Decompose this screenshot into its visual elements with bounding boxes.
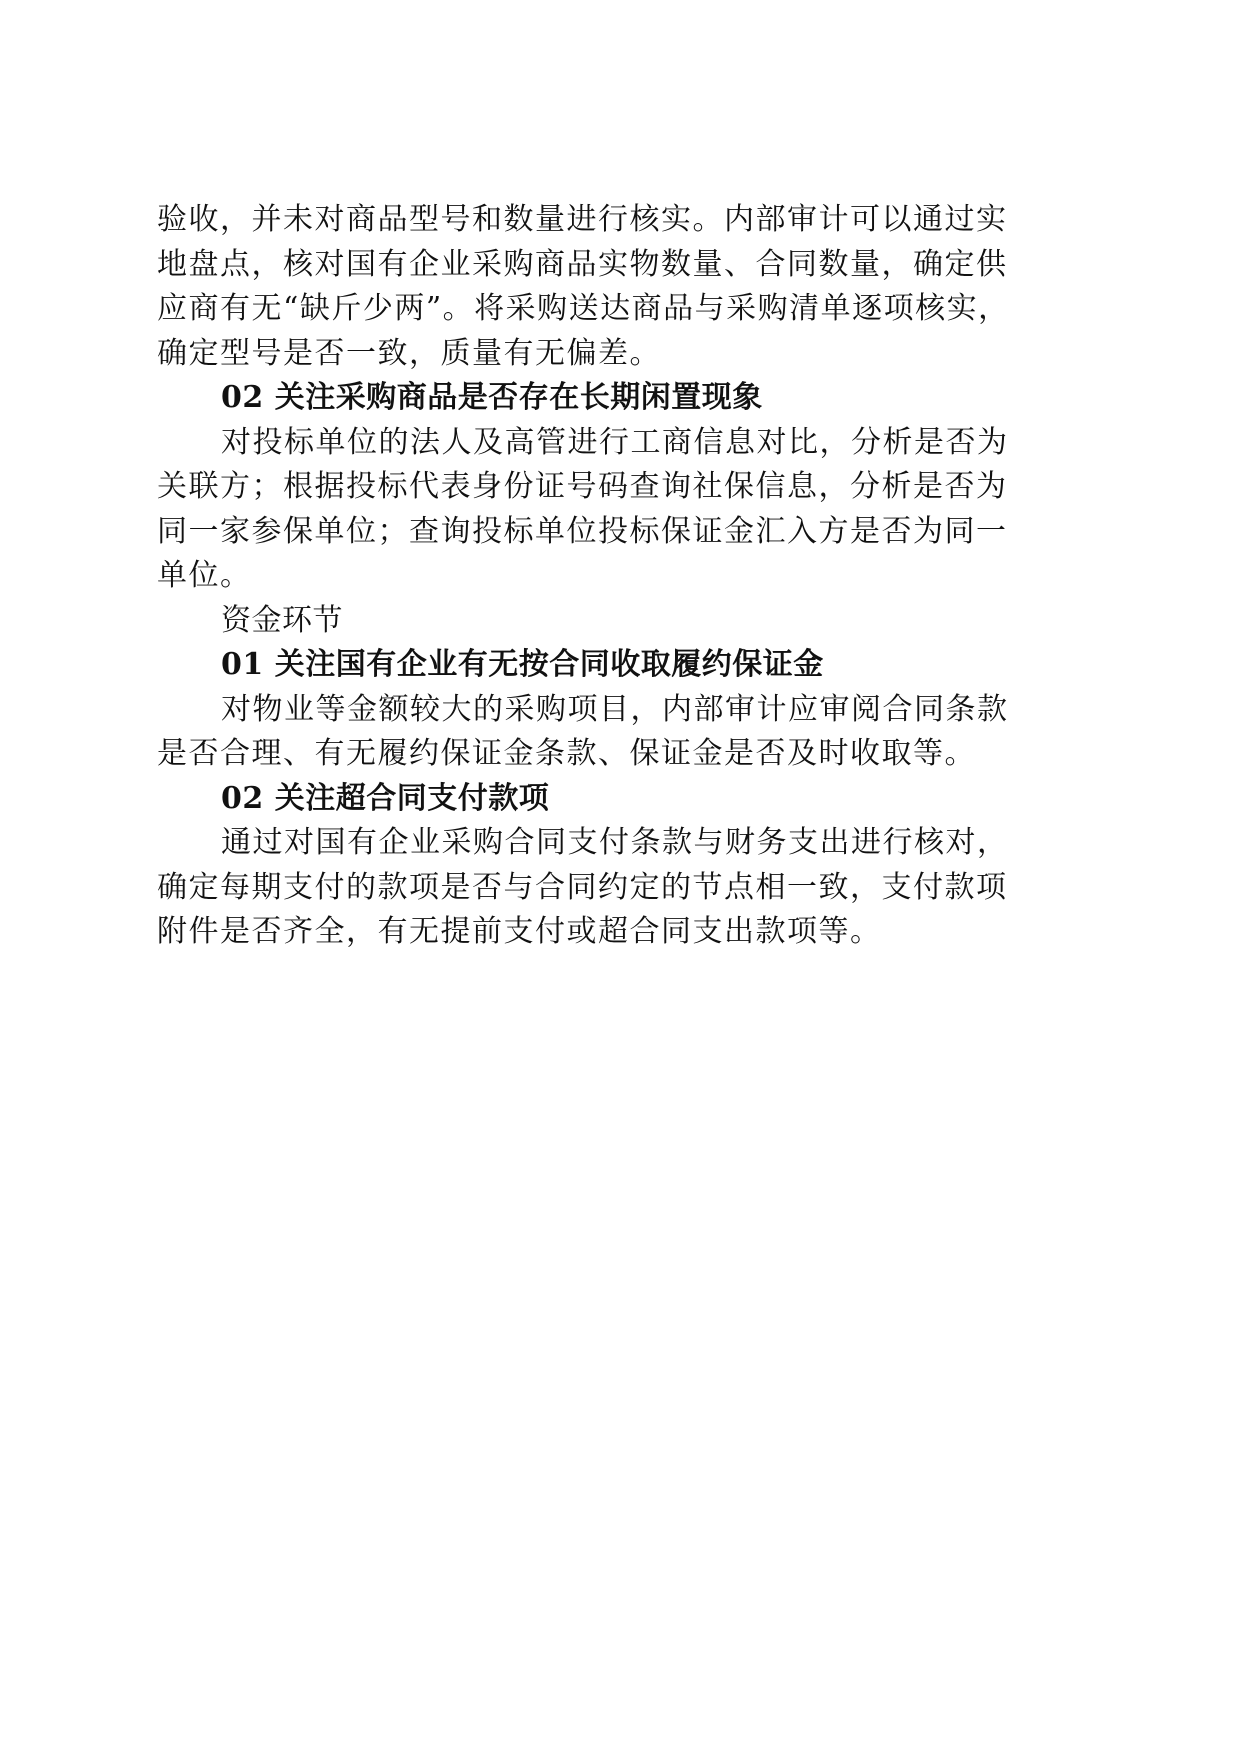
paragraph-line: 关联方；根据投标代表身份证号码查询社保信息，分析是否为 bbox=[157, 469, 1008, 504]
paragraph-line: 附件是否齐全，有无提前支付或超合同支出款项等。 bbox=[157, 914, 882, 949]
paragraph-line: 是否合理、有无履约保证金条款、保证金是否及时收取等。 bbox=[157, 736, 976, 771]
paragraph-line: 确定每期支付的款项是否与合同约定的节点相一致，支付款项 bbox=[157, 869, 1008, 905]
document-body bbox=[157, 198, 1097, 955]
paragraph-line: 应商有无“缺斤少两”。将采购送达商品与采购清单逐项核实， bbox=[157, 291, 1010, 326]
paragraph-line: 地盘点，核对国有企业采购商品实物数量、合同数量，确定供 bbox=[157, 246, 1008, 282]
section-label-funds: 资金环节 bbox=[221, 602, 343, 638]
paragraph-line: 通过对国有企业采购合同支付条款与财务支出进行核对， bbox=[221, 825, 1009, 860]
paragraph-line: 对物业等金额较大的采购项目，内部审计应审阅合同条款 bbox=[221, 691, 1009, 727]
section-heading-over-contract-payment: 02 关注超合同支付款项 bbox=[221, 780, 550, 816]
paragraph-line: 确定型号是否一致，质量有无偏差。 bbox=[157, 335, 661, 371]
paragraph-line: 同一家参保单位；查询投标单位投标保证金汇入方是否为同一 bbox=[157, 513, 1008, 549]
paragraph-line: 单位。 bbox=[157, 558, 252, 593]
section-heading-performance-bond: 01 关注国有企业有无按合同收取履约保证金 bbox=[221, 647, 824, 682]
section-heading-idle-goods: 02 关注采购商品是否存在长期闲置现象 bbox=[221, 380, 763, 415]
paragraph-line: 验收，并未对商品型号和数量进行核实。内部审计可以通过实 bbox=[157, 202, 1008, 237]
paragraph-line: 对投标单位的法人及高管进行工商信息对比，分析是否为 bbox=[221, 424, 1009, 460]
